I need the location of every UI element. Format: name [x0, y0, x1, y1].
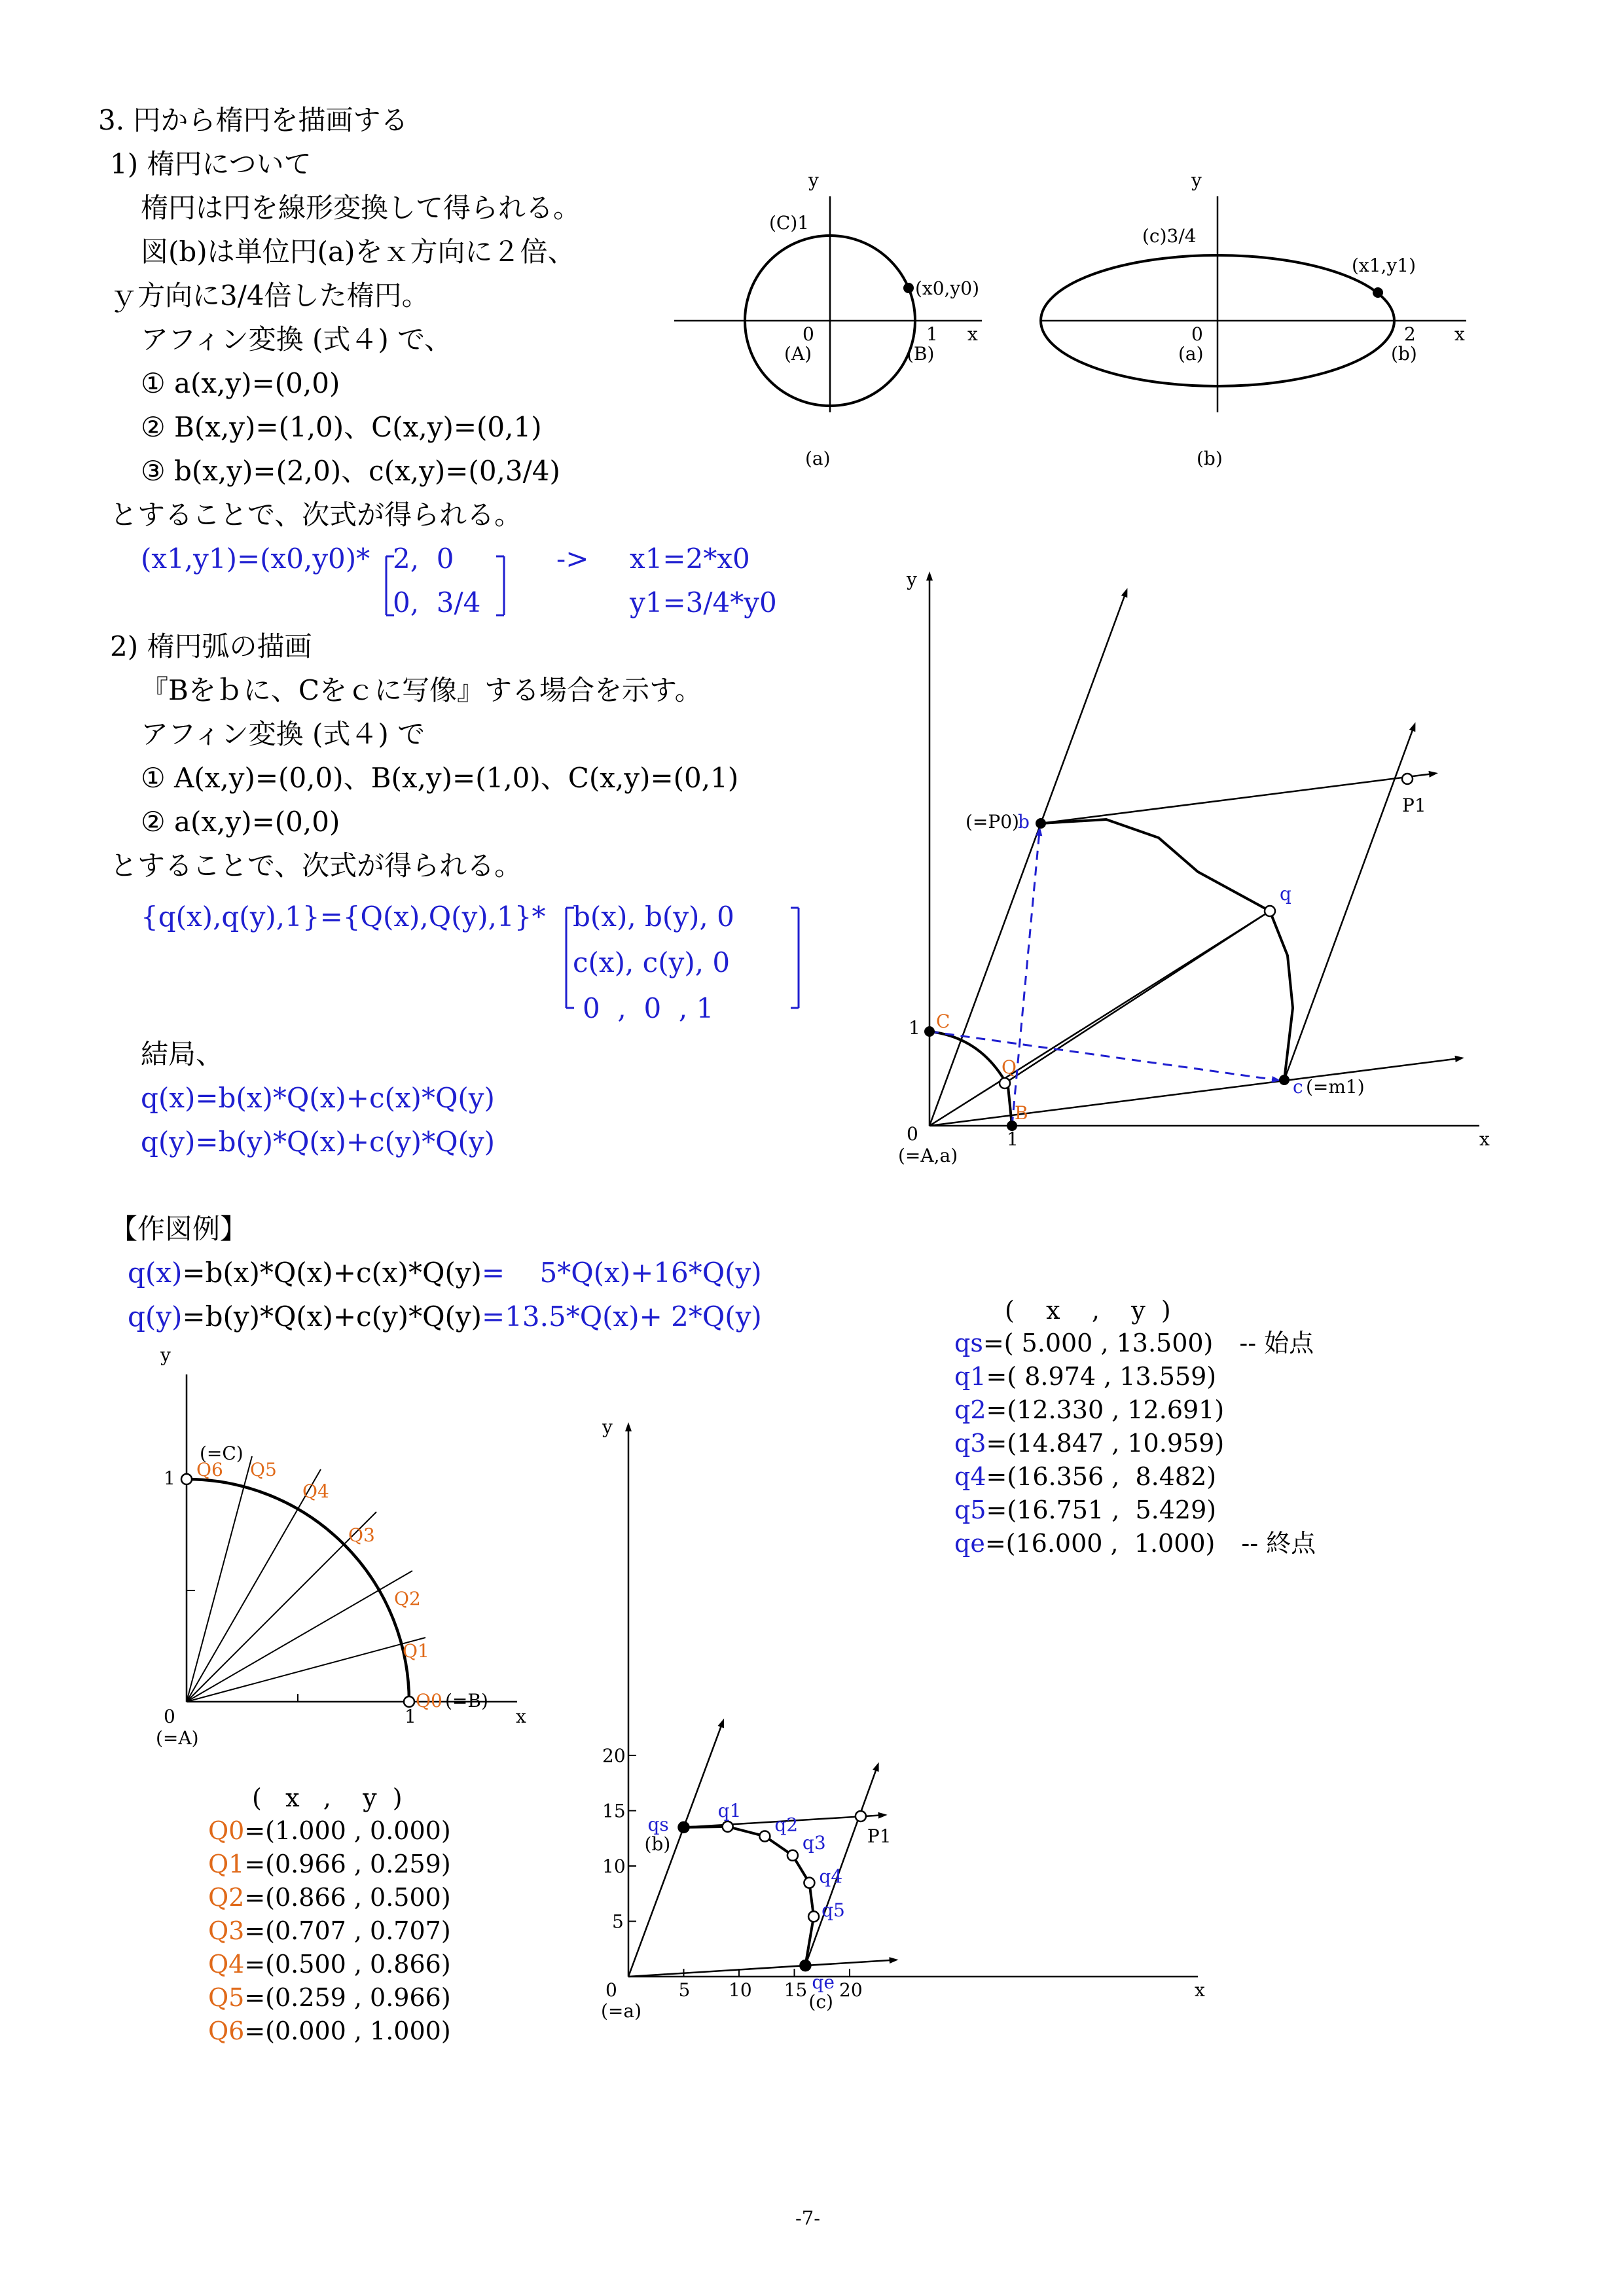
row-name: Q4 [208, 1950, 245, 1979]
y-label: y [1191, 170, 1202, 191]
example-heading: 【作図例】 [110, 1213, 248, 1245]
ellipse-arc [1041, 819, 1293, 1080]
point-Q [1000, 1078, 1010, 1088]
c-label: (C)1 [769, 212, 810, 234]
x-label: x [1479, 1128, 1490, 1150]
condition: ① a(x,y)=(0,0) [141, 367, 340, 399]
b-label: (b) [644, 1833, 671, 1855]
origin-label: 0 [164, 1706, 175, 1727]
Q5-label: Q5 [250, 1459, 277, 1480]
qe-label: qe [812, 1971, 835, 1994]
row-value: =(16.000 , 1.000) [984, 1529, 1216, 1558]
example-equation [128, 1300, 762, 1333]
origin-label: 0 [803, 323, 814, 345]
row-value: =(0.866 , 0.500) [244, 1883, 451, 1912]
row-name: Q1 [208, 1850, 245, 1878]
paragraph: とすることで、次式が得られる。 [110, 499, 522, 531]
row-name: Q3 [208, 1916, 245, 1945]
two-label: 2 [1404, 323, 1416, 345]
one-y-label: 1 [909, 1017, 920, 1039]
point-q3 [787, 1850, 798, 1861]
figure-quarter-circle [137, 1335, 543, 1754]
row-name: Q5 [208, 1983, 245, 2012]
tableq-header: ( x , y ) [1005, 1296, 1171, 1325]
origin-label: 0 [1191, 323, 1203, 345]
matrix-row: b(x), b(y), 0 [573, 901, 734, 933]
tableQ-header: ( x , y ) [252, 1784, 403, 1812]
equation-1-result: y1=3/4*y0 [630, 586, 777, 619]
B-label: (B) [907, 343, 935, 365]
equation-2-lhs: {q(x),q(y),1}={Q(x),Q(y),1}* [141, 901, 546, 933]
table-row [954, 1364, 1216, 1389]
a-label: (a) [1178, 343, 1204, 365]
subheading-1: 1) 楕円について [110, 148, 312, 180]
paragraph: とすることで、次式が得られる。 [110, 850, 522, 882]
q-label: q [1280, 883, 1291, 905]
Q1-label: Q1 [403, 1640, 429, 1662]
x-label: x [967, 323, 978, 345]
row-name: Q0 [208, 1816, 245, 1845]
point-q1 [723, 1821, 733, 1832]
table-row [208, 1885, 451, 1910]
one-x-label: 1 [1007, 1128, 1019, 1150]
condition: ③ b(x,y)=(2,0)、c(x,y)=(0,3/4) [141, 455, 560, 487]
eqA-label: (=A) [156, 1727, 199, 1749]
figure-a-unit-circle [668, 164, 995, 478]
row-value: =(16.356 , 8.482) [986, 1462, 1217, 1491]
c-label: (c) [808, 1991, 833, 2013]
point-P1 [1402, 774, 1413, 784]
point-qe [800, 1960, 810, 1971]
B-label: B [1015, 1102, 1028, 1124]
row-value: =( 8.974 , 13.559) [986, 1362, 1217, 1391]
y-label: y [160, 1344, 171, 1366]
figure-b-ellipse [1034, 164, 1492, 478]
x-tick-label: 20 [839, 1979, 863, 2001]
b-label: b [1018, 811, 1030, 833]
caption: (b) [1197, 448, 1223, 469]
x-label: x [516, 1706, 526, 1727]
row-value: =(0.259 , 0.966) [244, 1983, 451, 2012]
origin-label: 0 [605, 1979, 617, 2001]
eqC-label: (=C) [200, 1443, 244, 1464]
paragraph: アフィン変換 (式４) で [141, 718, 425, 750]
P1-label: P1 [867, 1825, 892, 1847]
matrix-row: 0 , 0 , 1 [583, 992, 714, 1024]
paragraph: 図(b)は単位円(a)をｘ方向に２倍、 [141, 236, 575, 268]
point-label: (x1,y1) [1352, 255, 1416, 276]
point-q2 [759, 1831, 770, 1842]
map-C-to-c [929, 1031, 1276, 1080]
row-name: Q6 [208, 2017, 245, 2045]
point-label: (x0,y0) [915, 278, 979, 299]
eq-part: =b(y)*Q(x)+c(y)*Q(y) [182, 1300, 482, 1333]
row-value: =(14.847 , 10.959) [986, 1429, 1225, 1458]
condition: ② B(x,y)=(1,0)、C(x,y)=(0,1) [141, 411, 542, 443]
condition: ① A(x,y)=(0,0)、B(x,y)=(1,0)、C(x,y)=(0,1) [141, 762, 739, 794]
point-qs [679, 1822, 689, 1833]
point-q [1265, 906, 1275, 916]
vector-p0-p1 [1041, 774, 1434, 823]
equation-1-lhs: (x1,y1)=(x0,y0)* [141, 543, 370, 575]
point-c [1279, 1075, 1290, 1085]
c-label: c [1293, 1076, 1303, 1098]
q5-label: q5 [821, 1899, 845, 1922]
y-label: y [907, 569, 917, 590]
one-y-label: 1 [164, 1467, 175, 1489]
row-value: =(12.330 , 12.691) [986, 1395, 1225, 1424]
unit-arc [929, 1031, 1012, 1126]
b-label: (b) [1391, 343, 1417, 365]
row-value: =(0.500 , 0.866) [244, 1950, 451, 1979]
y-label: y [808, 170, 819, 191]
row-name: qs [954, 1329, 983, 1357]
Q2-label: Q2 [394, 1588, 421, 1609]
table-row [208, 2018, 451, 2043]
tick-marks [628, 1755, 850, 1977]
paragraph: 『Bをｂに、Cをｃに写像』する場合を示す。 [141, 674, 702, 706]
row-value: =(0.707 , 0.707) [244, 1916, 451, 1945]
P1-label: P1 [1402, 795, 1426, 816]
point-q5 [808, 1911, 819, 1922]
arrow: -> [556, 543, 589, 575]
q4-label: q4 [819, 1865, 843, 1888]
line-Q-q [1005, 911, 1270, 1083]
y-tick-label: 10 [602, 1856, 626, 1877]
Q6-label: Q6 [196, 1459, 223, 1480]
A-label: (A) [784, 343, 812, 365]
section-heading: 3. 円から楕円を描画する [98, 104, 408, 136]
map-B-to-b [1012, 831, 1039, 1126]
Aa-label: (=A,a) [898, 1145, 958, 1166]
q2-label: q2 [774, 1814, 799, 1836]
paragraph: ｙ方向に3/4倍した楕円。 [110, 279, 429, 312]
origin-label: 0 [907, 1123, 918, 1145]
point-q4 [804, 1878, 814, 1888]
paragraph: 楕円は円を線形変換して得られる。 [141, 192, 581, 224]
C-label: C [936, 1011, 950, 1032]
x-tick-label: 15 [784, 1979, 808, 2001]
eqa-label: (=a) [601, 2000, 642, 2022]
table-row [208, 1818, 451, 1843]
table-row [208, 1918, 451, 1943]
Q3-label: Q3 [348, 1524, 375, 1546]
row-note: -- 終点 [1241, 1529, 1316, 1558]
table-row [208, 1985, 451, 2010]
row-name: q5 [954, 1496, 986, 1524]
row-value: =( 5.000 , 13.500) [983, 1329, 1214, 1357]
point-Q6 [181, 1474, 192, 1484]
example-equation [128, 1259, 762, 1287]
eq-part: =13.5*Q(x)+ 2*Q(y) [482, 1300, 762, 1333]
point-P1 [856, 1811, 866, 1821]
row-name: qe [954, 1529, 985, 1558]
equation-1-result: x1=2*x0 [630, 543, 750, 575]
point-b [1036, 818, 1046, 829]
matrix-row: c(x), c(y), 0 [573, 946, 731, 978]
eqB-label: (=B) [445, 1690, 488, 1712]
page-number: -7- [795, 2207, 821, 2229]
matrix-row: 0, 3/4 [393, 586, 481, 619]
point-x0y0 [903, 283, 914, 293]
eq-part: q(y) [128, 1300, 183, 1333]
table-row [208, 1952, 451, 1977]
cm-label: (=m1) [1306, 1076, 1365, 1098]
result-equation: q(x)=b(x)*Q(x)+c(x)*Q(y) [141, 1082, 495, 1114]
row-value: =(16.751 , 5.429) [986, 1496, 1217, 1524]
eq-part: q(x) [128, 1257, 183, 1289]
x-tick-label: 5 [678, 1979, 691, 2001]
y-tick-label: 15 [602, 1800, 626, 1822]
row-value: =(0.000 , 1.000) [244, 2017, 451, 2045]
table-row [954, 1331, 1314, 1355]
Q0-label: Q0 [416, 1690, 442, 1712]
Q4-label: Q4 [302, 1480, 329, 1502]
result-equation: q(y)=b(y)*Q(x)+c(y)*Q(y) [141, 1126, 495, 1158]
row-name: q1 [954, 1362, 986, 1391]
x-label: x [1454, 323, 1465, 345]
one-x-label: 1 [405, 1706, 416, 1727]
row-value: =(0.966 , 0.259) [244, 1850, 451, 1878]
condition: ② a(x,y)=(0,0) [141, 806, 340, 838]
y-tick-label: 20 [602, 1745, 626, 1767]
x-tick-label: 10 [729, 1979, 752, 2001]
vector-c [628, 1960, 894, 1977]
figure-affine-mapping [884, 563, 1506, 1191]
paragraph: 結局、 [141, 1038, 224, 1070]
row-name: q4 [954, 1462, 986, 1491]
row-name: q3 [954, 1429, 986, 1458]
figure-example-plot [576, 1407, 1231, 2036]
point-C [924, 1026, 935, 1037]
paragraph: アフィン変換 (式４) で、 [141, 323, 452, 355]
vector-m1-p1 [1284, 726, 1414, 1080]
Q-label: Q [1001, 1056, 1017, 1078]
table-row [208, 1852, 451, 1876]
vector-b [628, 1723, 723, 1977]
caption: (a) [805, 448, 831, 469]
c-label: (c)3/4 [1142, 225, 1197, 247]
one-label: 1 [926, 323, 938, 345]
q3-label: q3 [802, 1831, 826, 1854]
matrix-row: 2, 0 [393, 543, 454, 575]
q1-label: q1 [717, 1799, 742, 1821]
row-name: q2 [954, 1395, 986, 1424]
arc-points [679, 1811, 866, 1971]
row-name: Q2 [208, 1883, 245, 1912]
p0-label: (=P0) [965, 811, 1019, 833]
x-label: x [1195, 1979, 1205, 2001]
row-note: -- 始点 [1239, 1329, 1314, 1357]
row-value: =(1.000 , 0.000) [244, 1816, 451, 1845]
eq-part: =b(x)*Q(x)+c(x)*Q(y) [182, 1257, 482, 1289]
y-tick-label: 5 [612, 1910, 624, 1933]
subheading-2: 2) 楕円弧の描画 [110, 630, 312, 662]
point-x1y1 [1373, 287, 1383, 298]
ellipse-arc [684, 1827, 814, 1965]
qs-label: qs [647, 1813, 669, 1835]
eq-part: = 5*Q(x)+16*Q(y) [481, 1257, 762, 1289]
y-label: y [602, 1416, 613, 1438]
